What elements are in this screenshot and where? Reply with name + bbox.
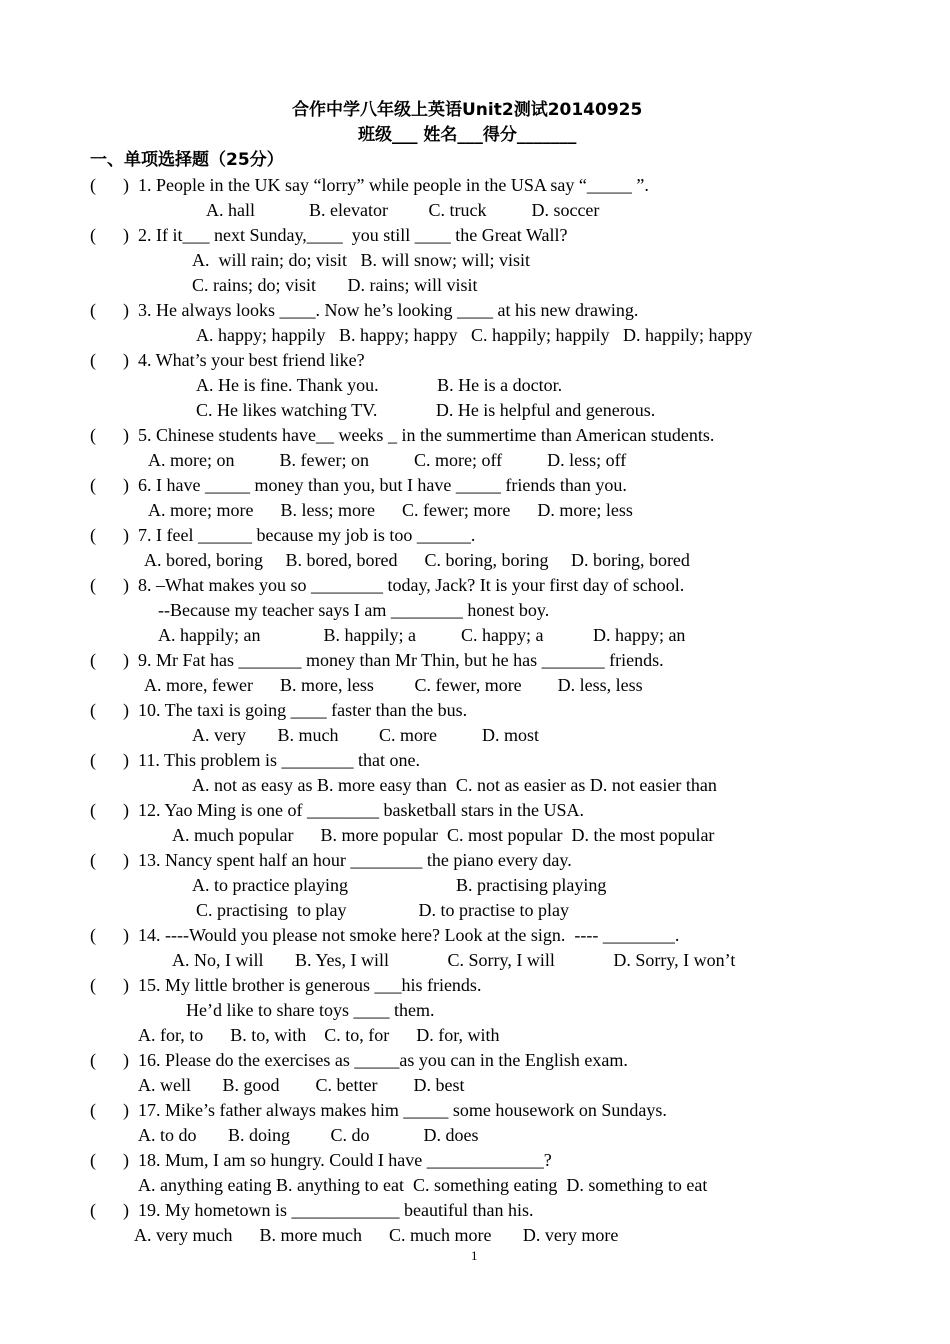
question-line: ( ) 5. Chinese students have__ weeks _ in the summertime than American students.: [90, 425, 715, 445]
answer-options-line: C. rains; do; visit D. rains; will visit: [192, 275, 478, 295]
question-line: ( ) 9. Mr Fat has _______ money than Mr Thin, but he has _______ friends.: [90, 650, 664, 670]
question-line: ( ) 3. He always looks ____. Now he’s looking ____ at his new drawing.: [90, 300, 639, 320]
question-line: ( ) 12. Yao Ming is one of ________ basketball stars in the USA.: [90, 800, 584, 820]
answer-options-line: He’d like to share toys ____ them.: [186, 1000, 435, 1020]
answer-options-line: A. No, I will B. Yes, I will C. Sorry, I will D. Sorry, I won’t: [172, 950, 736, 970]
question-line: ( ) 2. If it___ next Sunday,____ you still ____ the Great Wall?: [90, 225, 568, 245]
question-line: ( ) 6. I have _____ money than you, but I have _____ friends than you.: [90, 475, 627, 495]
answer-options-line: A. to practice playing B. practising playing: [192, 875, 607, 895]
document-title: 合作中学八年级上英语Unit2测试20140925: [292, 100, 643, 120]
answer-options-line: A. more; more B. less; more C. fewer; more D. more; less: [148, 500, 633, 520]
answer-options-line: A. will rain; do; visit B. will snow; will; visit: [192, 250, 531, 270]
question-line: ( ) 10. The taxi is going ____ faster than the bus.: [90, 700, 468, 720]
answer-options-line: --Because my teacher says I am ________ honest boy.: [158, 600, 550, 620]
question-line: ( ) 18. Mum, I am so hungry. Could I have _____________?: [90, 1150, 552, 1170]
question-line: ( ) 16. Please do the exercises as _____as you can in the English exam.: [90, 1050, 628, 1070]
answer-options-line: A. He is fine. Thank you. B. He is a doctor.: [196, 375, 563, 395]
question-line: ( ) 7. I feel ______ because my job is too ______.: [90, 525, 476, 545]
answer-options-line: A. not as easy as B. more easy than C. not as easier as D. not easier than: [192, 775, 717, 795]
answer-options-line: A. bored, boring B. bored, bored C. boring, boring D. boring, bored: [144, 550, 690, 570]
answer-options-line: A. well B. good C. better D. best: [138, 1075, 465, 1095]
answer-options-line: A. for, to B. to, with C. to, for D. for, with: [138, 1025, 500, 1045]
answer-options-line: A. more, fewer B. more, less C. fewer, more D. less, less: [144, 675, 643, 695]
question-line: ( ) 4. What’s your best friend like?: [90, 350, 365, 370]
answer-options-line: A. hall B. elevator C. truck D. soccer: [206, 200, 600, 220]
answer-options-line: A. more; on B. fewer; on C. more; off D. less; off: [148, 450, 627, 470]
answer-options-line: C. practising to play D. to practise to play: [196, 900, 569, 920]
answer-options-line: C. He likes watching TV. D. He is helpful and generous.: [196, 400, 656, 420]
student-info-line: 班级___ 姓名___得分_______: [358, 125, 577, 145]
answer-options-line: A. much popular B. more popular C. most popular D. the most popular: [172, 825, 715, 845]
section-heading: 一、单项选择题（25分）: [90, 150, 284, 170]
question-line: ( ) 8. –What makes you so ________ today, Jack? It is your first day of school.: [90, 575, 685, 595]
answer-options-line: A. very B. much C. more D. most: [192, 725, 539, 745]
answer-options-line: A. very much B. more much C. much more D. very more: [134, 1225, 619, 1245]
question-line: ( ) 19. My hometown is ____________ beautiful than his.: [90, 1200, 534, 1220]
question-line: ( ) 14. ----Would you please not smoke here? Look at the sign. ---- ________.: [90, 925, 680, 945]
question-line: ( ) 13. Nancy spent half an hour ________ the piano every day.: [90, 850, 572, 870]
question-line: ( ) 1. People in the UK say “lorry” while people in the USA say “_____ ”.: [90, 175, 649, 195]
answer-options-line: A. happily; an B. happily; a C. happy; a D. happy; an: [158, 625, 686, 645]
question-line: ( ) 11. This problem is ________ that one.: [90, 750, 420, 770]
answer-options-line: A. to do B. doing C. do D. does: [138, 1125, 479, 1145]
question-line: ( ) 17. Mike’s father always makes him _____ some housework on Sundays.: [90, 1100, 667, 1120]
answer-options-line: A. anything eating B. anything to eat C. something eating D. something to eat: [138, 1175, 708, 1195]
page-number: 1: [471, 1248, 478, 1263]
question-line: ( ) 15. My little brother is generous ___his friends.: [90, 975, 482, 995]
answer-options-line: A. happy; happily B. happy; happy C. happily; happily D. happily; happy: [196, 325, 753, 345]
